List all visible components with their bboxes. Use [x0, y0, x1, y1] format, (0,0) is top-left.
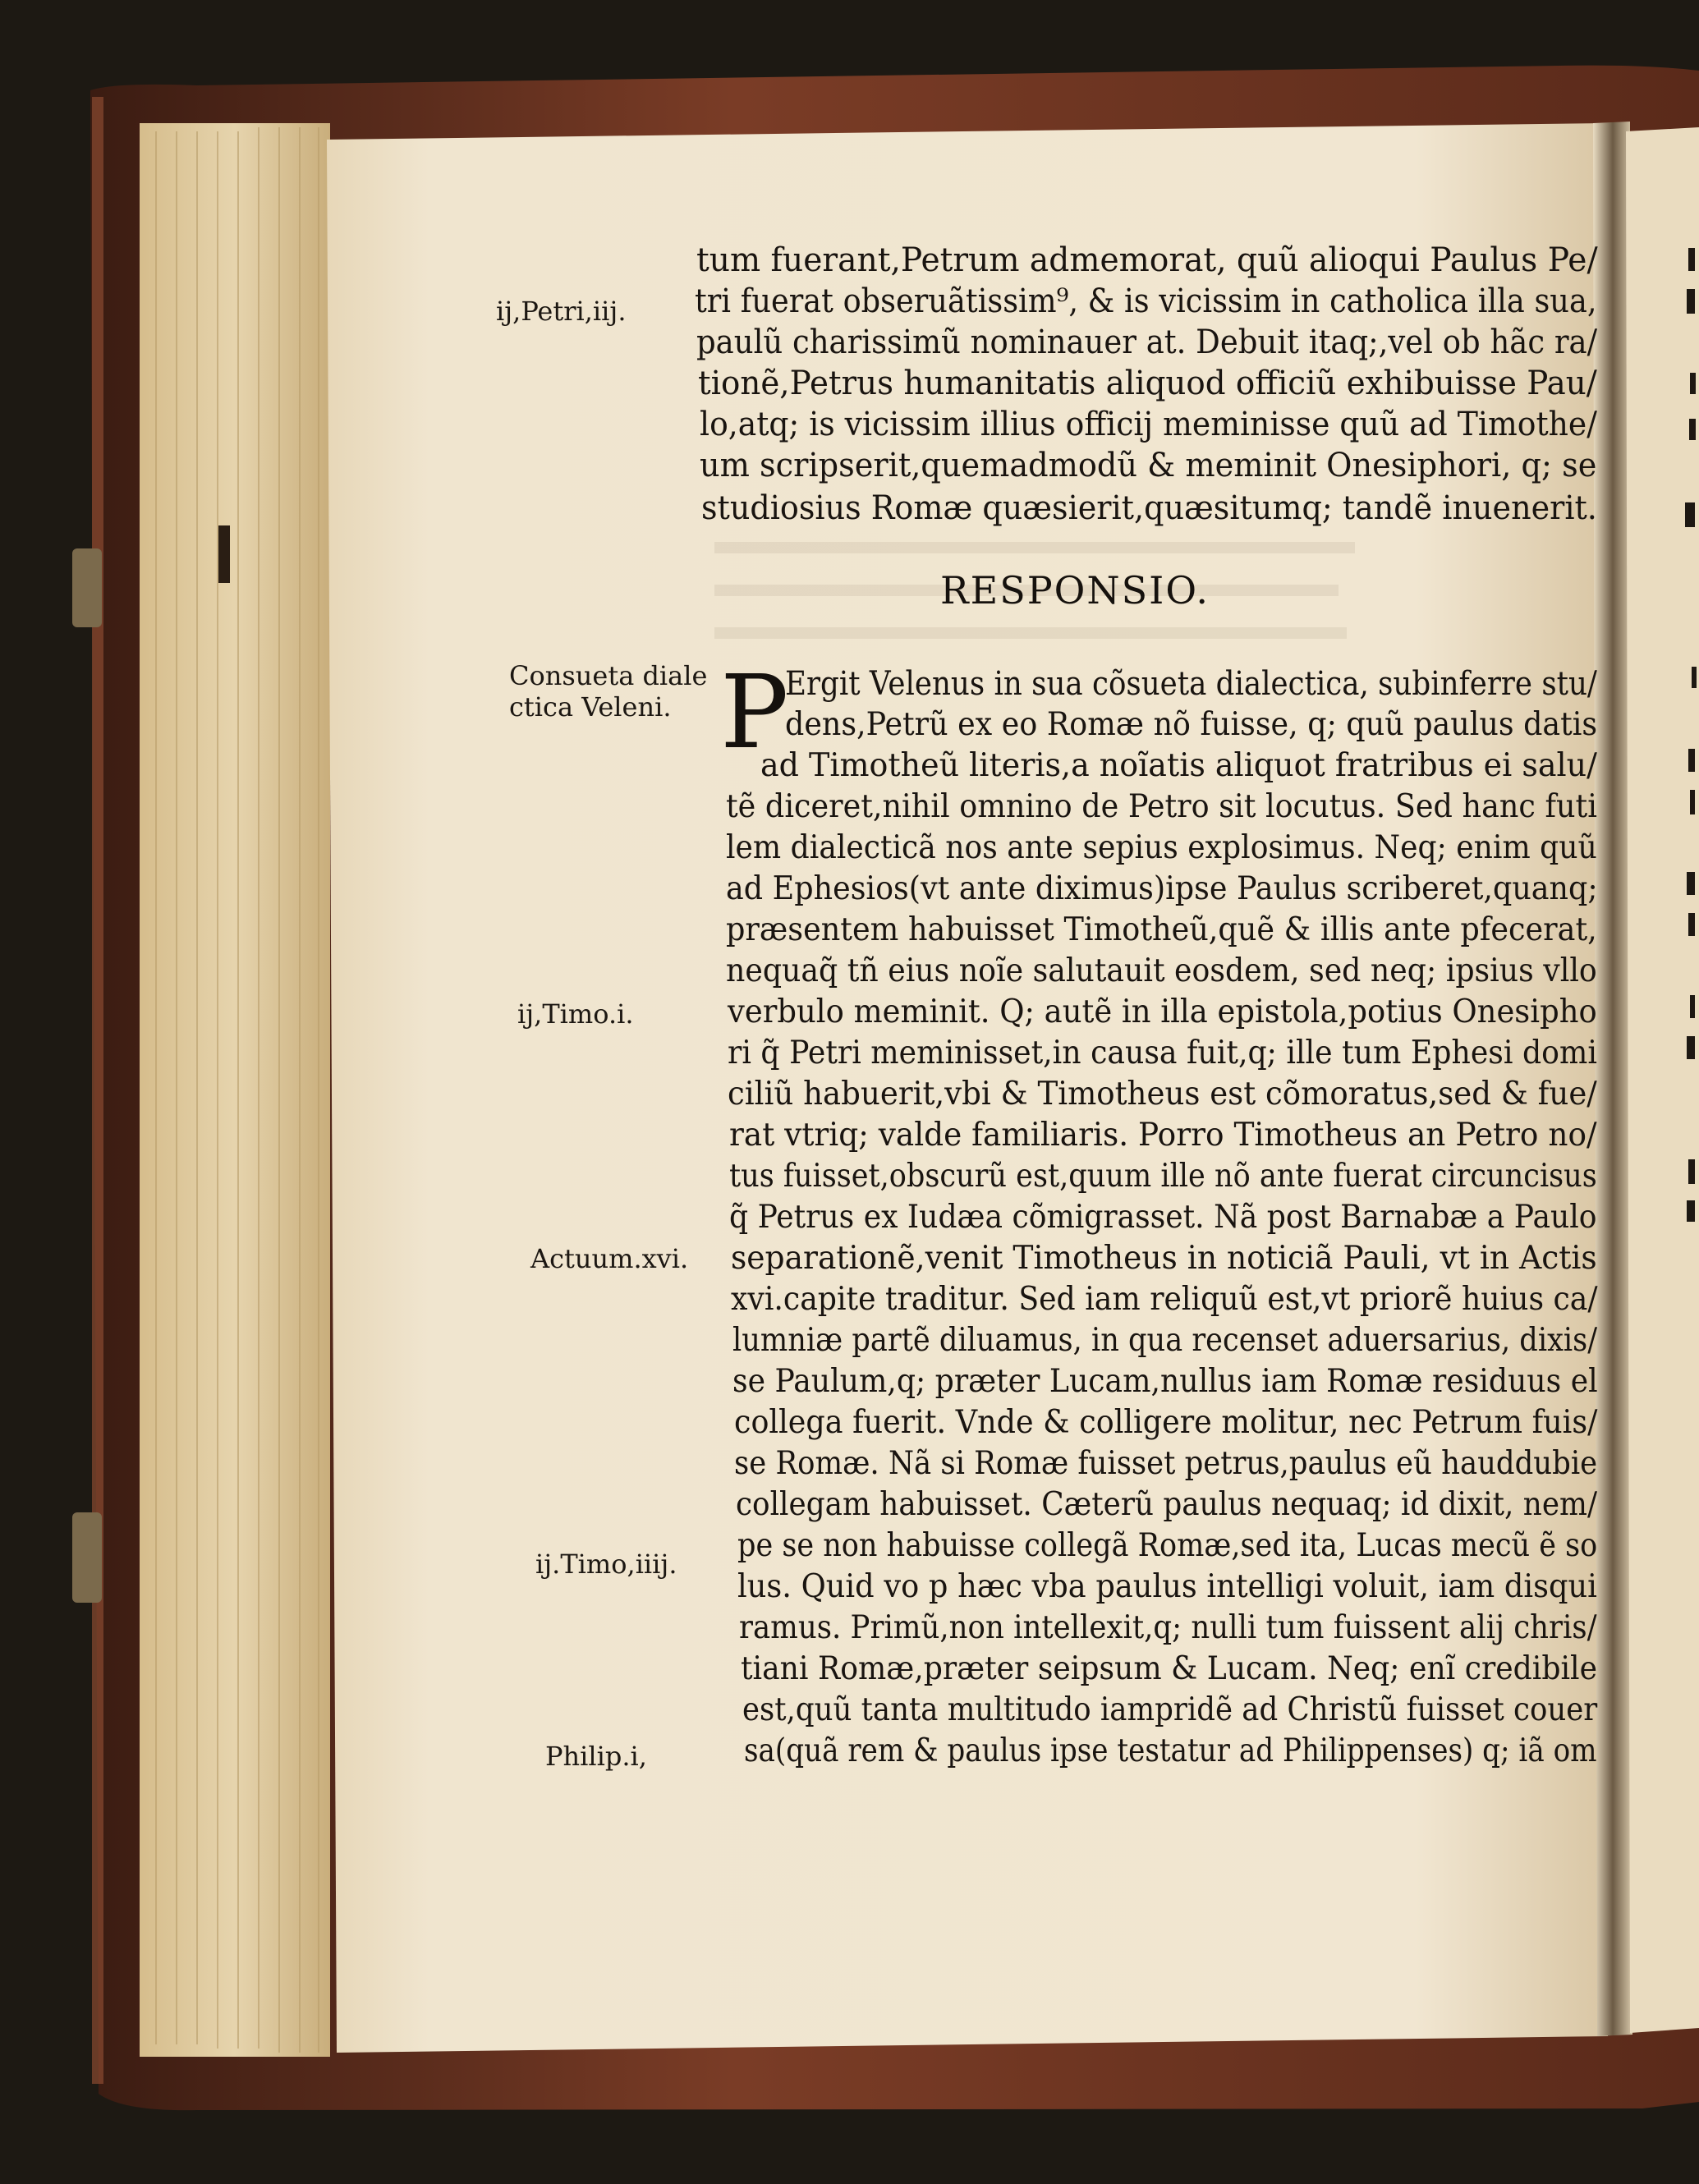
response-line: rat vtriq; valde familiaris. Porro Timotheus an Petro no/ — [729, 1117, 1597, 1154]
response-line: præsentem habuisset Timotheũ,quẽ & illis ante pfecerat, — [726, 911, 1597, 948]
response-line: ramus. Primũ,non intellexit,q; nulli tum fuissent alij chris/ — [739, 1609, 1597, 1646]
marginal-note: Philip.i, — [545, 1741, 647, 1772]
opening-line: paulũ charissimũ nominauer at. Debuit itaq;,vel ob hãc ra/ — [696, 323, 1598, 361]
response-line: ciliũ habuerit,vbi & Timotheus est cõmoratus,sed & fue/ — [728, 1076, 1597, 1113]
response-line: ri q̃ Petri meminisset,in causa fuit,q; ille tum Ephesi domi — [728, 1035, 1597, 1071]
response-line: lem dialecticã nos ante sepius explosimus. Neq; enim quũ — [726, 829, 1597, 866]
response-line: lus. Quid vo p hæc vba paulus intelligi voluit, iam disqui — [737, 1568, 1597, 1605]
response-line: ad Timotheũ literis,a noĩatis aliquot fratribus ei salu/ — [760, 747, 1597, 784]
opening-line: tri fuerat obseruãtissim⁹, & is vicissim in catholica illa sua, — [695, 282, 1597, 320]
response-line: tus fuisset,obscurũ est,quum ille nõ ante fuerat circuncisus — [729, 1158, 1597, 1195]
drop-cap-initial: P — [720, 654, 789, 772]
response-line: pe se non habuisse collegã Romæ,sed ita, Lucas mecũ ẽ so — [737, 1527, 1598, 1564]
response-line: tiani Romæ,præter seipsum & Lucam. Neq; enĩ credibile — [741, 1650, 1598, 1687]
response-line: verbulo meminit. Q; autẽ in illa epistola,potius Onesipho — [728, 993, 1597, 1030]
response-line: collegam habuisset. Cæterũ paulus nequaq; id dixit, nem/ — [736, 1486, 1598, 1523]
response-line: dens,Petrũ ex eo Romæ nõ fuisse, q; quũ paulus datis — [785, 706, 1598, 743]
section-heading: RESPONSIO. — [940, 568, 1210, 613]
marginal-note: ij,Petri,iij. — [496, 296, 627, 327]
opening-line: tum fuerant,Petrum admemorat, quũ alioqui Paulus Pe/ — [696, 241, 1598, 279]
response-line: se Romæ. Nã si Romæ fuisset petrus,paulus eũ hauddubie — [734, 1445, 1598, 1482]
marginal-note: ij.Timo,iiij. — [535, 1549, 677, 1580]
response-line: sa(quã rem & paulus ipse testatur ad Philippenses) q; iã om — [744, 1732, 1597, 1769]
marginal-note: Consueta diale — [509, 660, 708, 691]
response-line: collega fuerit. Vnde & colligere molitur, nec Petrum fuis/ — [734, 1404, 1598, 1441]
opening-line: tionẽ,Petrus humanitatis aliquod officiũ exhibuisse Pau/ — [698, 365, 1597, 402]
response-line: q̃ Petrus ex Iudæa cõmigrasset. Nã post Barnabæ a Paulo — [729, 1199, 1597, 1236]
marginal-note: Actuum.xvi. — [530, 1243, 689, 1274]
response-line: nequaq̃ tñ eius noĩe salutauit eosdem, sed neq; ipsius vllo — [726, 952, 1597, 989]
opening-line: studiosius Romæ quæsierit,quæsitumq; tandẽ inuenerit. — [701, 489, 1597, 527]
response-line: Ergit Velenus in sua cõsueta dialectica, subinferre stu/ — [785, 665, 1597, 703]
response-line: est,quũ tanta multitudo iampridẽ ad Christũ fuisset couer — [742, 1691, 1598, 1728]
response-line: ad Ephesios(vt ante diximus)ipse Paulus scriberet,quanq; — [726, 870, 1598, 907]
response-line: se Paulum,q; præter Lucam,nullus iam Romæ residuus el — [732, 1363, 1598, 1400]
marginal-note: ctica Veleni. — [509, 691, 672, 723]
opening-line: um scripserit,quemadmodũ & meminit Onesiphori, q; se — [700, 447, 1597, 484]
marginal-note: ij,Timo.i. — [517, 998, 634, 1030]
opening-line: lo,atq; is vicissim illius officij meminisse quũ ad Timothe/ — [700, 406, 1597, 443]
response-line: separationẽ,venit Timotheus in noticiã Pauli, vt in Actis — [731, 1240, 1597, 1277]
response-line: lumniæ partẽ diluamus, in qua recenset aduersarius, dixis/ — [732, 1322, 1598, 1359]
response-line: xvi.capite traditur. Sed iam reliquũ est,vt priorẽ huius ca/ — [731, 1281, 1598, 1318]
response-line: tẽ diceret,nihil omnino de Petro sit locutus. Sed hanc futi — [726, 788, 1597, 825]
